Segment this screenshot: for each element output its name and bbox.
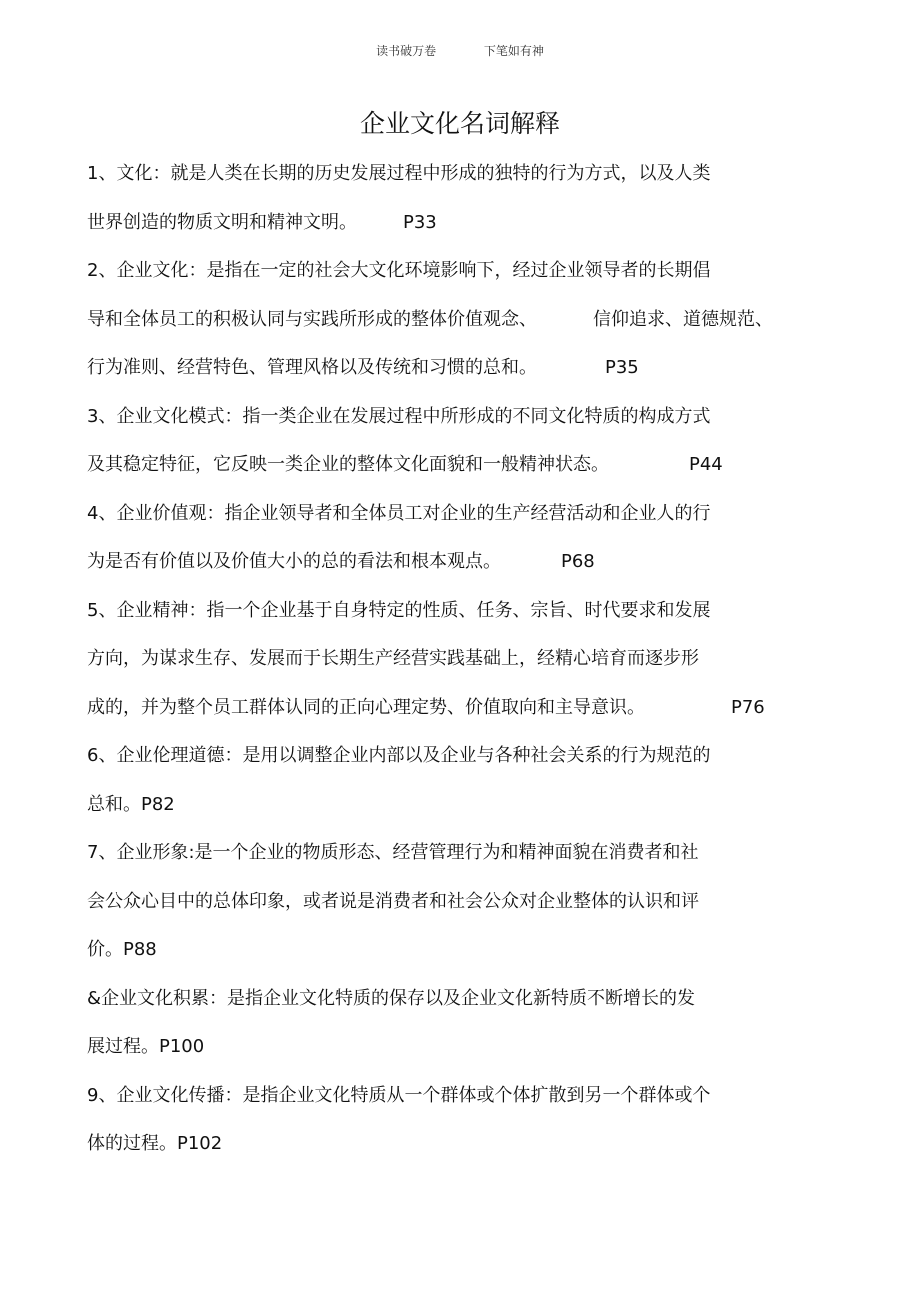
text-line (87, 878, 827, 927)
line-text: 会公众心目中的总体印象，或者说是消费者和社会公众对企业整体的认识和评 (87, 890, 699, 912)
text-line (87, 635, 827, 684)
document-title: 企业文化名词解释 (359, 109, 560, 138)
header-right-text: 下笔如有神 (483, 44, 544, 58)
line-text: 为是否有价值以及价值大小的总的看法和根本观点。 (87, 551, 501, 572)
text-line (87, 732, 827, 781)
page-ref: P44 (689, 454, 723, 475)
line-text: 信仰追求、道德规范、 (593, 308, 773, 330)
line-text: 行为准则、经营特色、管理风格以及传统和习惯的总和。 (87, 357, 537, 378)
line-text: 展过程。P100 (87, 1036, 205, 1057)
line-text: 9、企业文化传播：是指企业文化特质从一个群体或个体扩散到另一个群体或个 (87, 1084, 711, 1106)
page-ref: P33 (403, 211, 437, 233)
text-line (87, 1023, 827, 1072)
text-line (87, 975, 827, 1024)
text-line (87, 199, 827, 248)
text-line (87, 538, 827, 587)
line-text: 6、企业伦理道德：是用以调整企业内部以及企业与各种社会关系的行为规范的 (87, 745, 711, 766)
text-line (87, 829, 827, 878)
page-ref: P68 (561, 551, 595, 572)
text-line (87, 490, 827, 539)
line-text: 2、企业文化：是指在一定的社会大文化环境影响下，经过企业领导者的长期倡 (87, 260, 711, 281)
line-text: 4、企业价值观：指企业领导者和全体员工对企业的生产经营活动和企业人的行 (87, 502, 711, 524)
text-line (87, 1072, 827, 1121)
line-text: 世界创造的物质文明和精神文明。 (87, 211, 357, 233)
text-line (87, 926, 827, 975)
text-line (87, 684, 827, 733)
line-text: 总和。P82 (87, 793, 175, 815)
line-text: 体的过程。P102 (87, 1133, 223, 1154)
text-line (87, 441, 827, 490)
line-text: 7、企业形象:是一个企业的物质形态、经营管理行为和精神面貌在消费者和社 (87, 842, 699, 863)
line-text: 成的，并为整个员工群体认同的正向心理定势、价值取向和主导意识。 (87, 696, 645, 718)
text-line (87, 781, 827, 830)
text-line (87, 344, 827, 393)
text-line (87, 150, 827, 199)
line-text: 3、企业文化模式：指一类企业在发展过程中所形成的不同文化特质的构成方式 (87, 405, 711, 427)
line-text: 1、文化：就是人类在长期的历史发展过程中形成的独特的行为方式，以及人类 (87, 163, 711, 184)
document-body (87, 150, 827, 1169)
page-header (0, 42, 920, 59)
text-line (87, 587, 827, 636)
line-text: 5、企业精神：指一个企业基于自身特定的性质、任务、宗旨、时代要求和发展 (87, 599, 711, 621)
line-text: 导和全体员工的积极认同与实践所形成的整体价值观念、 (87, 308, 537, 330)
page-ref: P76 (731, 696, 765, 718)
text-line (87, 393, 827, 442)
text-line (87, 1120, 827, 1169)
line-text: 及其稳定特征，它反映一类企业的整体文化面貌和一般精神状态。 (87, 454, 609, 475)
text-line (87, 247, 827, 296)
line-text: 价。P88 (87, 939, 157, 960)
page-ref: P35 (605, 357, 639, 378)
text-line (87, 296, 827, 345)
header-left-text: 读书破万卷 (376, 44, 437, 58)
line-text: &企业文化积累：是指企业文化特质的保存以及企业文化新特质不断增长的发 (87, 987, 696, 1009)
line-text: 方向，为谋求生存、发展而于长期生产经营实践基础上，经精心培育而逐步形 (87, 648, 699, 669)
